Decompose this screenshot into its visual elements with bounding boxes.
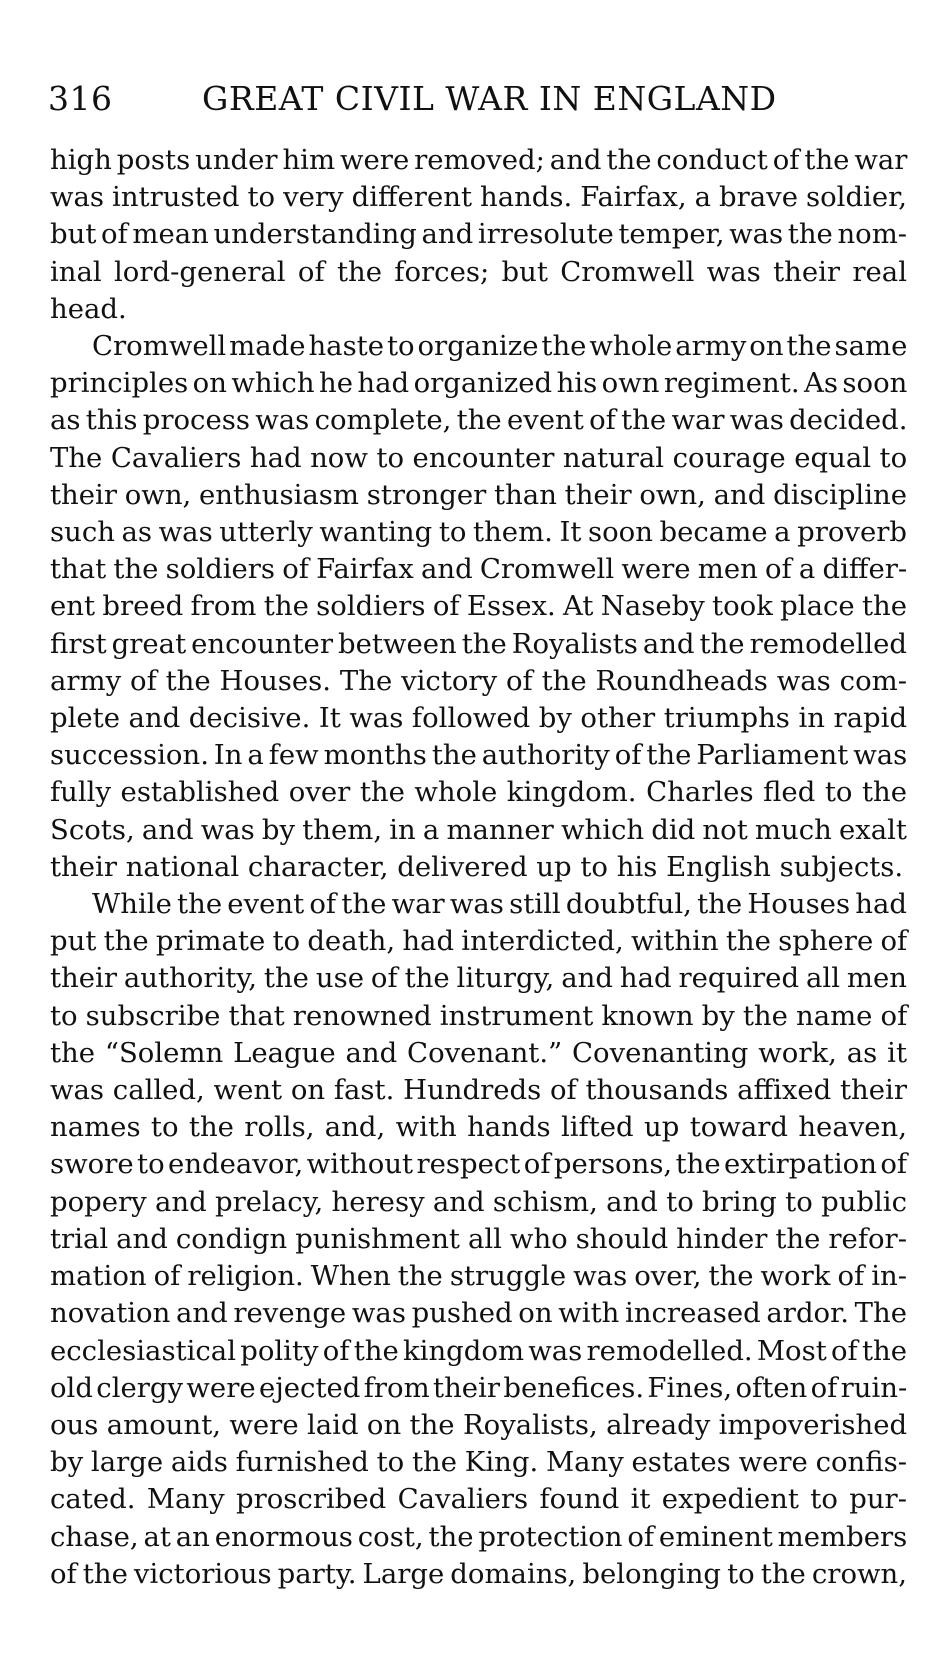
page-number: 316: [48, 79, 113, 118]
body-text: [50, 142, 907, 1593]
text-line: Scots, and was by them, in a manner which did not much exalt: [50, 813, 907, 846]
text-line: novation and revenge was pushed on with increased ardor. The: [50, 1297, 907, 1330]
text-line: plete and decisive. It was followed by other triumphs in rapid: [50, 702, 908, 735]
text-line: the “Solemn League and Covenant.” Covenanting work, as it: [50, 1036, 907, 1069]
text-line: swore to endeavor, without respect of persons, the extirpation of: [50, 1148, 908, 1181]
running-title: GREAT CIVIL WAR IN ENGLAND: [202, 79, 777, 118]
text-line: inal lord-general of the forces; but Cromwell was their real: [50, 255, 907, 288]
text-line: first great encounter between the Royalists and the remodelled: [50, 627, 907, 660]
text-line: principles on which he had organized his own regiment. As soon: [50, 367, 908, 400]
text-line: old clergy were ejected from their benefices. Fines, often of ruin-: [50, 1371, 908, 1404]
text-line: by large aids furnished to the King. Many estates were confis-: [50, 1446, 907, 1479]
text-line: popery and prelacy, heresy and schism, and to bring to public: [50, 1185, 907, 1218]
text-line: their national character, delivered up to his English subjects.: [50, 850, 904, 883]
text-line: fully established over the whole kingdom. Charles fled to the: [50, 776, 907, 809]
text-line: chase, at an enormous cost, the protection of eminent members: [50, 1520, 908, 1553]
text-line: The Cavaliers had now to encounter natural courage equal to: [50, 441, 908, 474]
text-line: succession. In a few months the authority of the Parliament was: [50, 739, 908, 772]
text-line: high posts under him were removed; and the conduct of the war: [50, 144, 908, 176]
text-line: ecclesiastical polity of the kingdom was remodelled. Most of the: [50, 1334, 907, 1367]
paragraph-2: [50, 328, 907, 886]
text-line: cated. Many proscribed Cavaliers found it expedient to pur-: [50, 1483, 907, 1516]
text-line: mation of religion. When the struggle was over, the work of in-: [50, 1260, 907, 1293]
text-line: head.: [50, 292, 127, 325]
text-line: ous amount, were laid on the Royalists, already impoverished: [50, 1408, 908, 1441]
text-line: but of mean understanding and irresolute temper, was the nom-: [50, 218, 908, 251]
text-line: was called, went on fast. Hundreds of thousands affixed their: [50, 1074, 907, 1107]
text-line: their authority, the use of the liturgy, and had required all men: [50, 962, 907, 995]
text-line: their own, enthusiasm stronger than their own, and discipline: [50, 478, 908, 511]
text-line: was intrusted to very different hands. Fairfax, a brave soldier,: [50, 181, 907, 214]
paragraph-1: [50, 142, 907, 328]
running-head: [48, 74, 898, 124]
text-line: of the victorious party. Large domains, belonging to the crown,: [50, 1557, 907, 1590]
text-line: that the soldiers of Fairfax and Cromwell were men of a differ-: [50, 553, 908, 586]
text-line: to subscribe that renowned instrument known by the name of: [50, 999, 908, 1032]
text-line: ent breed from the soldiers of Essex. At Naseby took place the: [50, 590, 907, 623]
text-line: trial and condign punishment all who should hinder the refor-: [50, 1222, 907, 1255]
paragraph-3: [50, 886, 907, 1593]
text-line: such as was utterly wanting to them. It soon became a proverb: [50, 516, 907, 549]
text-line: Cromwell made haste to organize the whole army on the same: [92, 330, 908, 363]
text-line: names to the rolls, and, with hands lifted up toward heaven,: [50, 1111, 907, 1144]
text-line: put the primate to death, had interdicted, within the sphere of: [50, 925, 908, 958]
text-line: army of the Houses. The victory of the Roundheads was com-: [50, 664, 907, 697]
text-line: While the event of the war was still doubtful, the Houses had: [92, 888, 907, 921]
text-line: as this process was complete, the event of the war was decided.: [50, 404, 908, 437]
